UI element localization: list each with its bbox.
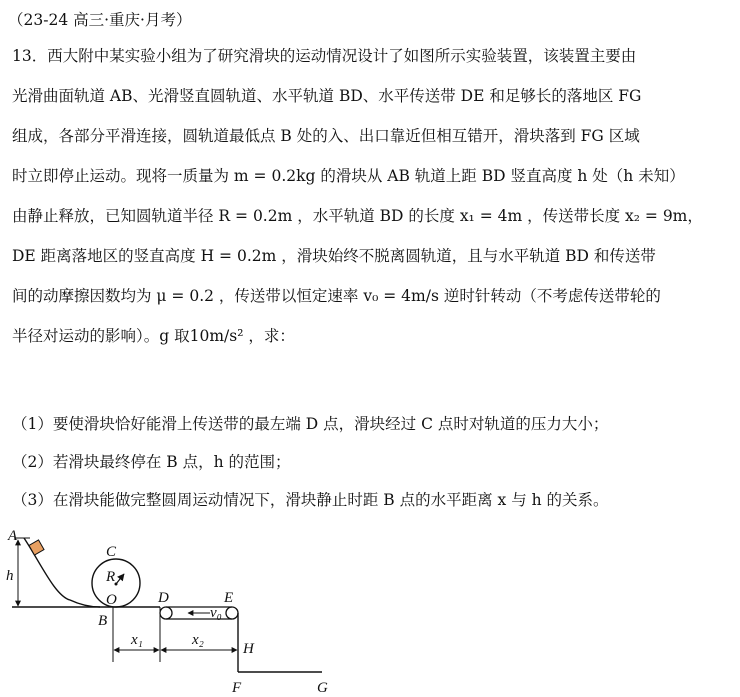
label-a: A [8,528,18,544]
problem-line: DE 距离落地区的竖直高度 H = 0.2m ，滑块始终不脱离圆轨道，且与水平轨道 BD 和传送带 [12,247,656,265]
label-e: E [224,590,234,606]
radius-line [116,574,124,584]
slider-block [29,540,44,555]
label-h: h [6,568,14,584]
label-v0: v₀ [210,605,222,621]
label-h-drop: H [243,641,254,657]
label-c: C [106,544,117,560]
label-b: B [98,613,108,629]
question-list [12,405,732,519]
problem-line: 时立即停止运动。现将一质量为 m = 0.2kg 的滑块从 AB 轨道上距 BD 竖直高度 h 处（h 未知） [12,167,685,185]
question-1: （1）要使滑块恰好能滑上传送带的最左端 D 点，滑块经过 C 点时对轨道的压力大小； [12,415,609,433]
problem-line: 由静止释放，已知圆轨道半径 R = 0.2m ，水平轨道 BD 的长度 x₁ = 4m ，传送带长度 x₂ = 9m， [12,207,703,225]
problem-line: 13．西大附中某实验小组为了研究滑块的运动情况设计了如图所示实验装置，该装置主要由 [12,47,637,65]
label-f: F [232,680,242,696]
label-x2: x₂ [192,632,204,648]
question-3: （3）在滑块能做完整圆周运动情况下，滑块静止时距 B 点的水平距离 x 与 h 的关系。 [12,491,609,509]
apparatus-diagram [0,522,360,697]
label-r: R [106,569,116,585]
problem-line: 组成，各部分平滑连接，圆轨道最低点 B 处的入、出口靠近但相互错开，滑块落到 FG 区域 [12,127,640,145]
problem-source: （23-24 高三·重庆·月考） [8,11,192,29]
problem-line: 光滑曲面轨道 AB、光滑竖直圆轨道、水平轨道 BD、水平传送带 DE 和足够长的落地区 FG [12,87,642,105]
label-d: D [158,590,169,606]
problem-line: 间的动摩擦因数均为 μ = 0.2 ，传送带以恒定速率 v₀ = 4m/s 逆时针转动（不考虑传送带轮的 [12,287,661,305]
problem-statement [12,36,732,356]
problem-line: 半径对运动的影响）。g 取10m/s² ，求： [12,327,295,345]
label-g: G [317,680,328,696]
label-o: O [106,592,117,608]
label-x1: x₁ [131,632,143,648]
question-2: （2）若滑块最终停在 B 点，h 的范围； [12,453,291,471]
pulley-d [160,607,172,619]
pulley-e [226,607,238,619]
